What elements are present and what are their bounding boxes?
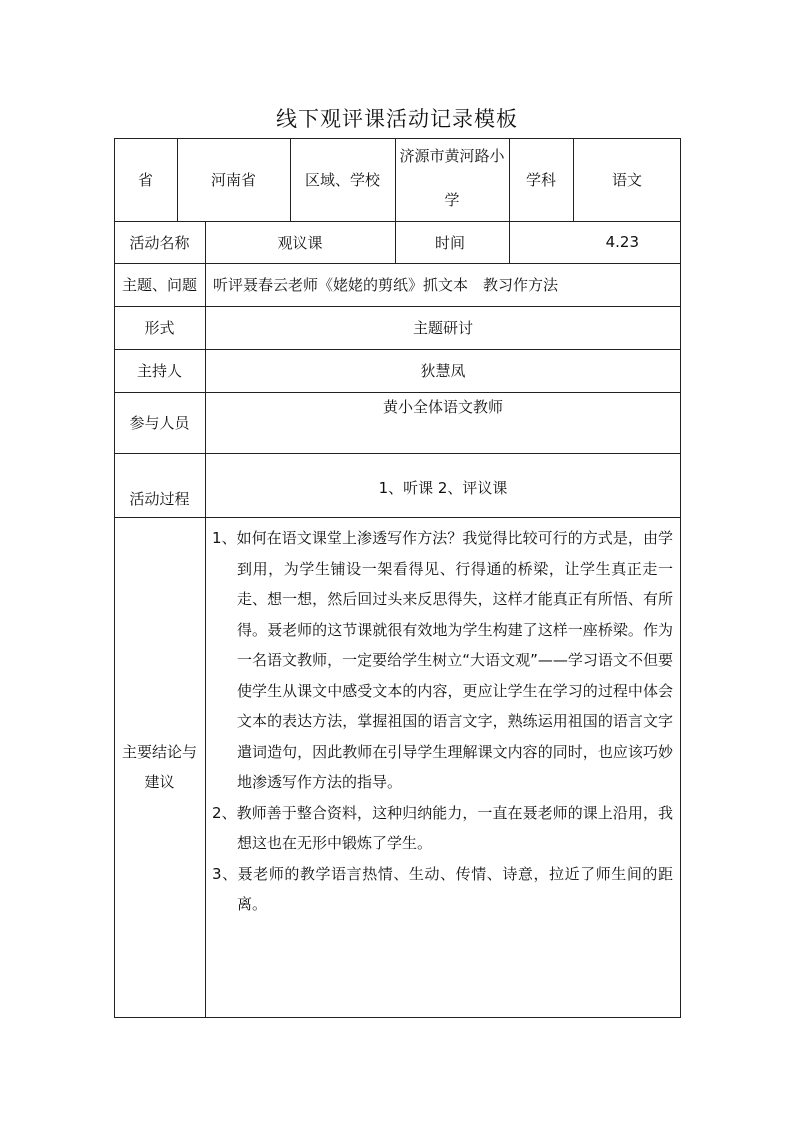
column-divider (395, 138, 396, 221)
conclusion-item: 1、如何在语文课堂上渗透写作方法？我觉得比较可行的方式是，由学到用，为学生铺设一架看得见、行得通的桥梁，让学生真正走一走、想一想，然后回过头来反思得失，这样才能真正有所悟、有所得。聂老师的这节课就很有效地为学生构建了这样一座桥梁。作为一名语文教师，一定要给学生树立“大语文观”——学习语文不但要使学生从课文中感受文本的内容，更应让学生在学习的过程中体会文本的表达方法，掌握祖国的语言文字，熟练运用祖国的语言文字遣词造句，因此教师在引导学生理解课文内容的同时，也应该巧妙地渗透写作方法的指导。 (212, 529, 673, 791)
host-label: 主持人 (136, 362, 182, 380)
region-school-label: 区域、学校 (304, 171, 380, 189)
topic-value: 听评聂春云老师《姥姥的剪纸》抓文本 教习作方法 (213, 276, 559, 294)
conclusions-text (206, 523, 681, 920)
process-value: 1、听课 2、评议课 (378, 478, 508, 497)
conclusion-item: 2、教师善于整合资料，这种归纳能力，一直在聂老师的课上沿用，我想这也在无形中锻炼了学生。 (212, 803, 673, 852)
process-label: 活动过程 (129, 490, 190, 508)
time-value: 4.23 (605, 233, 639, 251)
activity-name-value: 观议课 (277, 233, 323, 252)
page-title: 线下观评课活动记录模板 (276, 107, 518, 131)
conclusion-label: 主要结论与建议 (122, 743, 198, 791)
host-value: 狄慧凤 (420, 362, 466, 380)
time-label: 时间 (435, 233, 466, 252)
school-value: 济源市黄河路小学 (399, 146, 505, 209)
province-label: 省 (137, 171, 153, 189)
form-label: 形式 (144, 319, 175, 337)
participants-value: 黄小全体语文教师 (382, 398, 503, 416)
record-form-table (114, 138, 681, 1017)
row-divider (114, 517, 681, 518)
activity-name-label: 活动名称 (129, 233, 190, 252)
form-value: 主题研讨 (412, 319, 473, 337)
subject-value: 语文 (611, 171, 642, 189)
subject-label: 学科 (525, 171, 556, 189)
topic-label: 主题、问题 (121, 276, 197, 294)
province-value: 河南省 (210, 171, 256, 189)
participants-label: 参与人员 (129, 414, 190, 432)
row-divider (114, 1017, 681, 1018)
conclusion-item: 3、聂老师的教学语言热情、生动、传情、诗意，拉近了师生间的距离。 (212, 864, 673, 913)
